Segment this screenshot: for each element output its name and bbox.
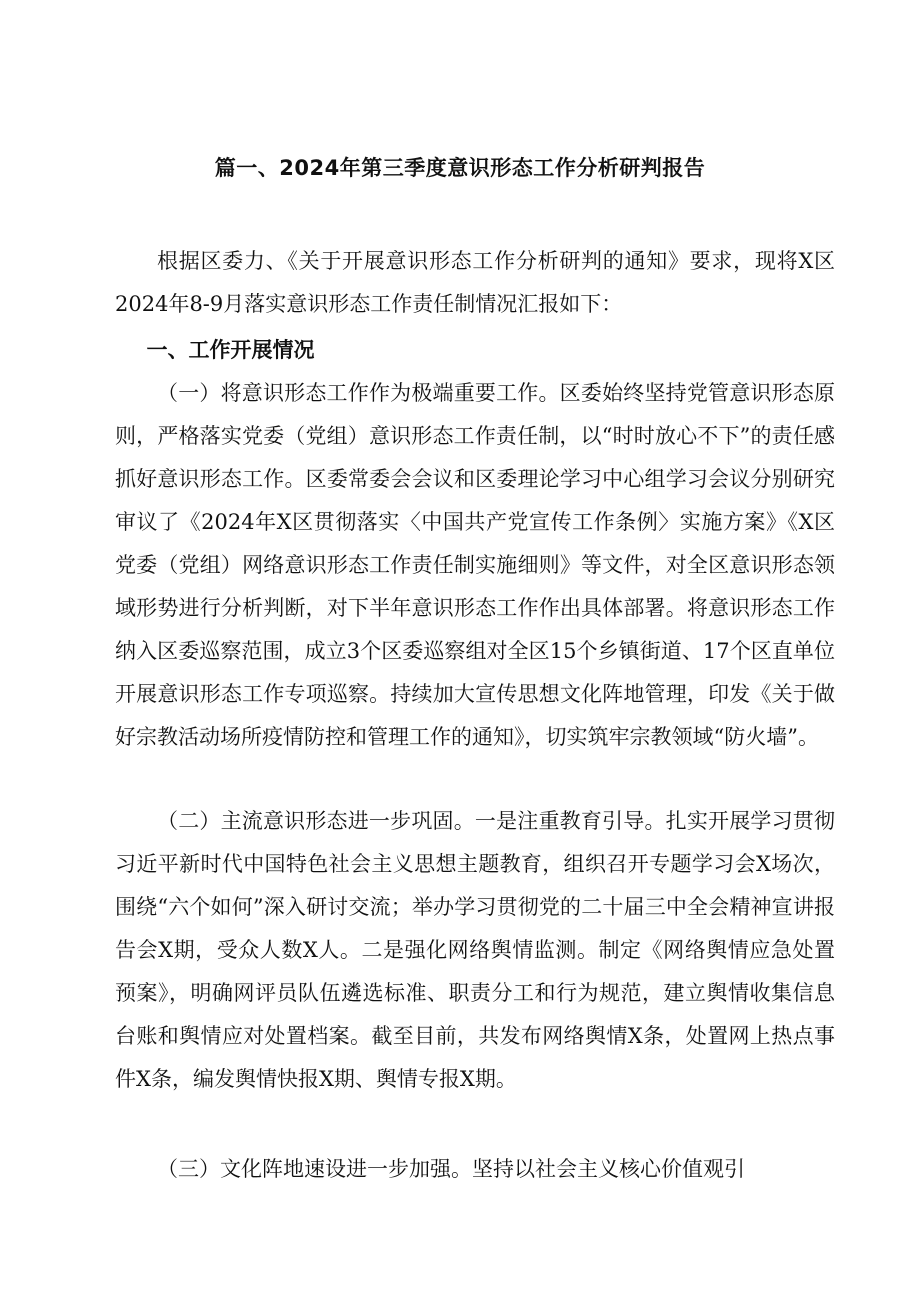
- intro-paragraph: 根据区委力、《关于开展意识形态工作分析研判的通知》要求，现将X区2024年8-9月落实意识形态工作责任制情况汇报如下：: [115, 249, 835, 316]
- paragraph-3: （三）文化阵地速设进一步加强。坚持以社会主义核心价值观引: [157, 1157, 745, 1181]
- paragraph-1: （一）将意识形态工作作为极端重要工作。区委始终坚持党管意识形态原则，严格落实党委（党组）意识形态工作责任制，以“时时放心不下”的责任感抓好意识形态工作。区委常委会会议和区委理论学习中心组学习会议分别研究审议了《2024年X区贯彻落实〈中国共产党宣传工作条例〉实施方案》《X区党委（党组）网络意识形态工作责任制实施细则》等文件，对全区意识形态领域形势进行分析判断，对下半年意识形态工作作出具体部署。将意识形态工作纳入区委巡察范围，成立3个区委巡察组对全区15个乡镇街道、17个区直单位开展意识形态工作专项巡察。持续加大宣传思想文化阵地管理，印发《关于做好宗教活动场所疫情防控和管理工作的通知》，切实筑牢宗教领域“防火墙”。: [115, 381, 835, 749]
- document-title: 篇一、2024年第三季度意识形态工作分析研判报告: [214, 156, 706, 180]
- section-heading: 一、工作开展情况: [146, 338, 315, 362]
- paragraph-2: （二）主流意识形态进一步巩固。一是注重教育引导。扎实开展学习贯彻习近平新时代中国特色社会主义思想主题教育，组织召开专题学习会X场次，围绕“六个如何”深入研讨交流；举办学习贯彻党的二十届三中全会精神宣讲报告会X期，受众人数X人。二是强化网络舆情监测。制定《网络舆情应急处置预案》，明确网评员队伍遴选标准、职责分工和行为规范，建立舆情收集信息台账和舆情应对处置档案。截至目前，共发布网络舆情X条，处置网上热点事件X条，编发舆情快报X期、舆情专报X期。: [115, 809, 835, 1091]
